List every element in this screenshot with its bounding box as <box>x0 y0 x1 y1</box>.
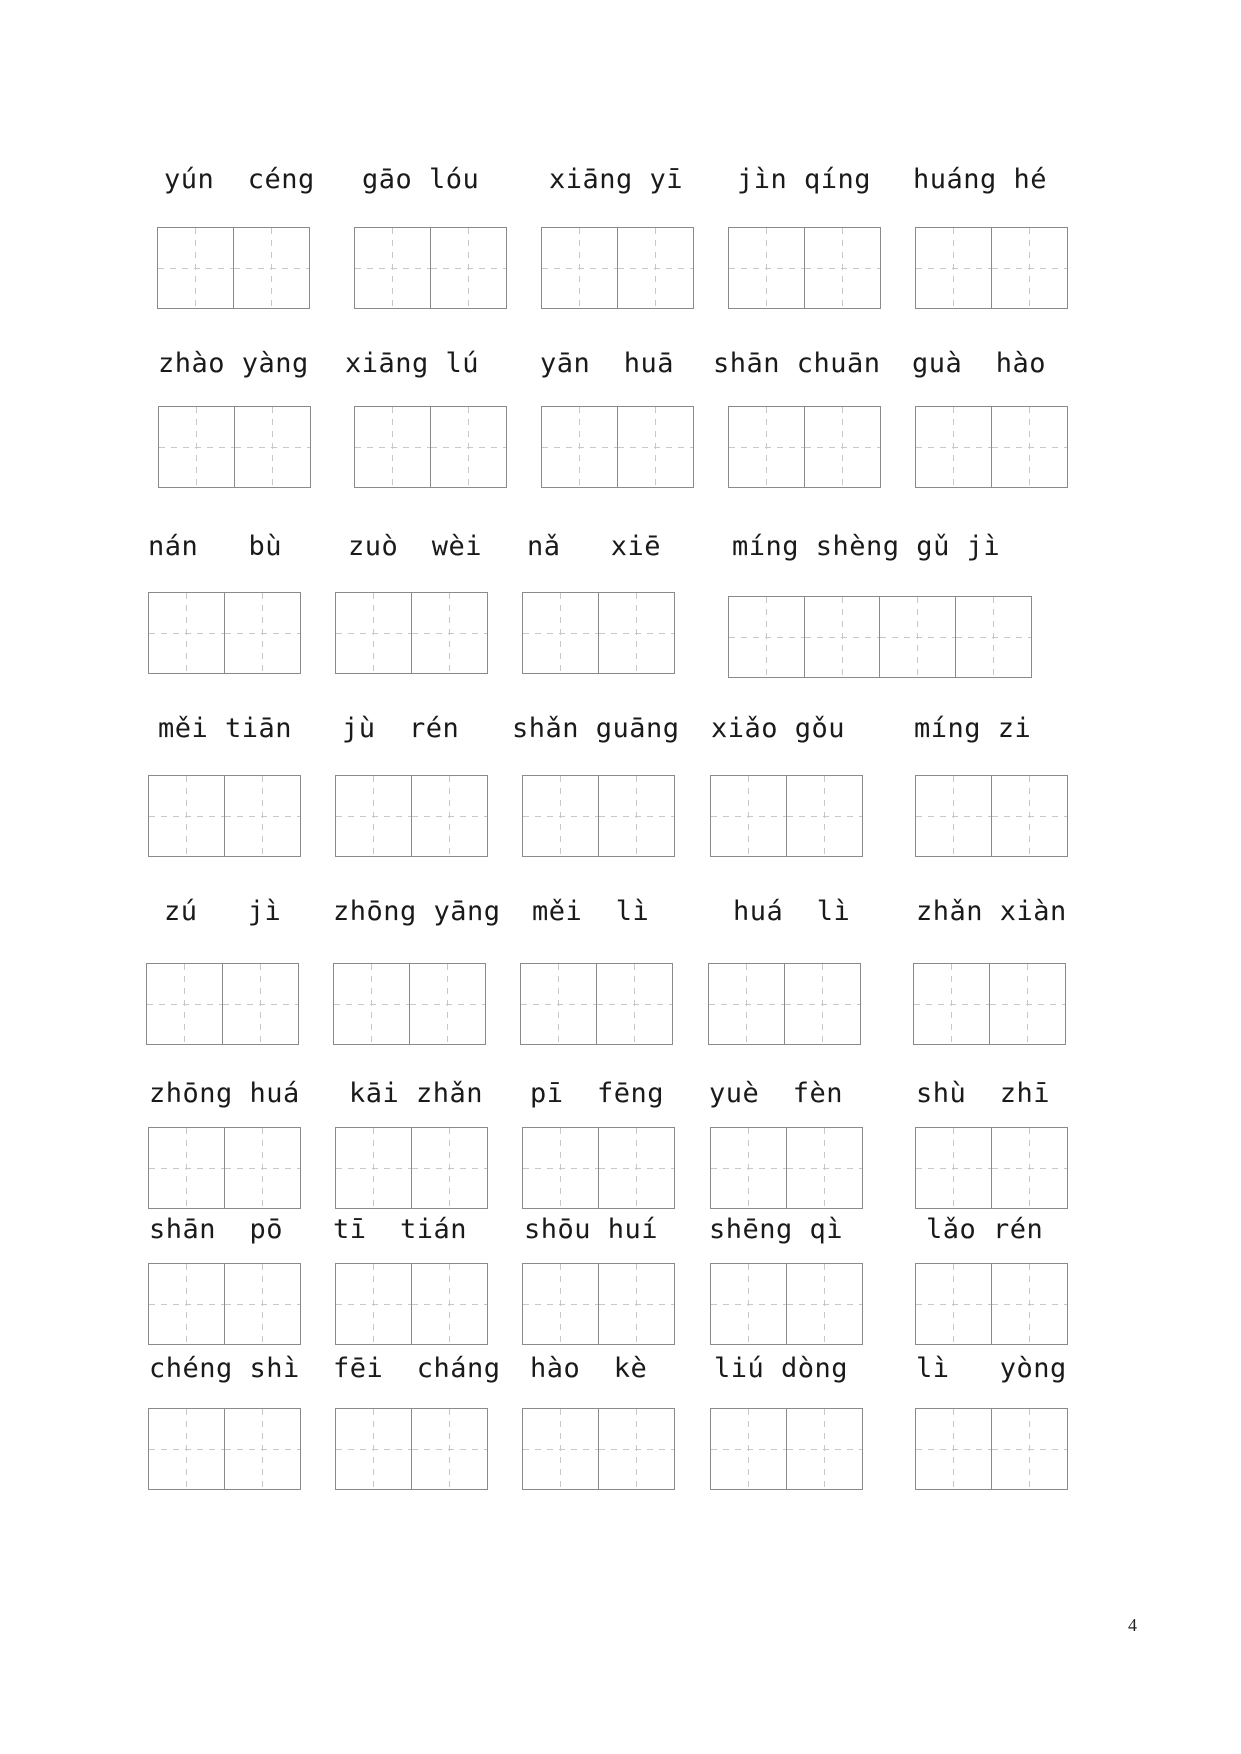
writing-boxes <box>335 1408 488 1490</box>
writing-boxes <box>520 963 673 1045</box>
pinyin-label: liú dòng <box>714 1353 849 1384</box>
pinyin-label: tī tián <box>333 1214 468 1245</box>
tianzige-cell[interactable] <box>522 1408 599 1490</box>
writing-boxes <box>913 963 1066 1045</box>
tianzige-cell[interactable] <box>541 227 618 309</box>
pinyin-label: xiǎo gǒu <box>711 713 846 744</box>
tianzige-cell[interactable] <box>541 406 618 488</box>
writing-boxes <box>354 227 507 309</box>
tianzige-cell[interactable] <box>955 596 1032 678</box>
pinyin-label: gāo lóu <box>362 164 480 195</box>
page-number: 4 <box>1128 1615 1137 1635</box>
writing-boxes <box>522 592 675 674</box>
writing-boxes <box>522 1408 675 1490</box>
pinyin-label: shù zhī <box>916 1078 1051 1109</box>
tianzige-cell[interactable] <box>915 1263 992 1345</box>
tianzige-cell[interactable] <box>522 1127 599 1209</box>
tianzige-cell[interactable] <box>786 775 863 857</box>
tianzige-cell[interactable] <box>617 227 694 309</box>
writing-boxes <box>148 1263 301 1345</box>
tianzige-cell[interactable] <box>335 775 412 857</box>
pinyin-label: xiāng lú <box>345 348 480 379</box>
writing-boxes <box>708 963 861 1045</box>
writing-boxes <box>146 963 299 1045</box>
tianzige-cell[interactable] <box>784 963 861 1045</box>
tianzige-cell[interactable] <box>148 592 225 674</box>
tianzige-cell[interactable] <box>430 406 507 488</box>
tianzige-cell[interactable] <box>520 963 597 1045</box>
tianzige-cell[interactable] <box>148 775 225 857</box>
pinyin-label: míng shèng gǔ jì <box>732 531 1001 562</box>
writing-boxes <box>541 406 694 488</box>
tianzige-cell[interactable] <box>915 1127 992 1209</box>
writing-boxes <box>354 406 507 488</box>
pinyin-label: zhōng huá <box>149 1078 300 1109</box>
writing-boxes <box>148 1127 301 1209</box>
writing-boxes <box>333 963 486 1045</box>
writing-boxes <box>728 406 881 488</box>
pinyin-label: lǎo rén <box>926 1214 1044 1245</box>
tianzige-cell[interactable] <box>224 1408 301 1490</box>
tianzige-cell[interactable] <box>411 1263 488 1345</box>
tianzige-cell[interactable] <box>728 596 805 678</box>
pinyin-label: jù rén <box>342 713 460 744</box>
tianzige-cell[interactable] <box>146 963 223 1045</box>
writing-boxes <box>522 775 675 857</box>
pinyin-label: zuò wèi <box>348 531 483 562</box>
writing-boxes <box>915 1127 1068 1209</box>
writing-boxes <box>335 592 488 674</box>
writing-boxes <box>728 596 1032 678</box>
tianzige-cell[interactable] <box>804 406 881 488</box>
writing-boxes <box>335 1263 488 1345</box>
pinyin-label: xiāng yī <box>549 164 684 195</box>
pinyin-label: yān huā <box>540 348 675 379</box>
tianzige-cell[interactable] <box>430 227 507 309</box>
tianzige-cell[interactable] <box>804 596 881 678</box>
pinyin-label: huá lì <box>733 896 851 927</box>
tianzige-cell[interactable] <box>224 1263 301 1345</box>
tianzige-cell[interactable] <box>148 1263 225 1345</box>
pinyin-label: shān pō <box>149 1214 284 1245</box>
tianzige-cell[interactable] <box>991 1263 1068 1345</box>
pinyin-label: yuè fèn <box>709 1078 844 1109</box>
writing-boxes <box>522 1263 675 1345</box>
tianzige-cell[interactable] <box>596 963 673 1045</box>
pinyin-label: měi tiān <box>158 713 293 744</box>
pinyin-label: huáng hé <box>913 164 1048 195</box>
pinyin-label: jìn qíng <box>737 164 872 195</box>
writing-boxes <box>541 227 694 309</box>
tianzige-cell[interactable] <box>598 1263 675 1345</box>
tianzige-cell[interactable] <box>148 1127 225 1209</box>
pinyin-label: hào kè <box>530 1353 648 1384</box>
tianzige-cell[interactable] <box>989 963 1066 1045</box>
tianzige-cell[interactable] <box>991 1127 1068 1209</box>
tianzige-cell[interactable] <box>598 592 675 674</box>
tianzige-cell[interactable] <box>522 592 599 674</box>
tianzige-cell[interactable] <box>710 775 787 857</box>
tianzige-cell[interactable] <box>224 775 301 857</box>
tianzige-cell[interactable] <box>991 775 1068 857</box>
tianzige-cell[interactable] <box>786 1263 863 1345</box>
pinyin-label: yún céng <box>164 164 315 195</box>
tianzige-cell[interactable] <box>710 1127 787 1209</box>
tianzige-cell[interactable] <box>522 1263 599 1345</box>
pinyin-label: shōu huí <box>524 1214 659 1245</box>
writing-boxes <box>335 1127 488 1209</box>
writing-boxes <box>148 1408 301 1490</box>
tianzige-cell[interactable] <box>915 406 992 488</box>
tianzige-cell[interactable] <box>234 406 311 488</box>
writing-boxes <box>915 775 1068 857</box>
pinyin-label: lì yòng <box>916 1353 1067 1384</box>
pinyin-label: zhōng yāng <box>333 896 501 927</box>
pinyin-label: shēng qì <box>709 1214 844 1245</box>
tianzige-cell[interactable] <box>598 1408 675 1490</box>
tianzige-cell[interactable] <box>224 592 301 674</box>
tianzige-cell[interactable] <box>335 1127 412 1209</box>
tianzige-cell[interactable] <box>915 1408 992 1490</box>
tianzige-cell[interactable] <box>222 963 299 1045</box>
writing-boxes <box>710 775 863 857</box>
tianzige-cell[interactable] <box>913 963 990 1045</box>
tianzige-cell[interactable] <box>617 406 694 488</box>
tianzige-cell[interactable] <box>804 227 881 309</box>
tianzige-cell[interactable] <box>354 406 431 488</box>
tianzige-cell[interactable] <box>409 963 486 1045</box>
tianzige-cell[interactable] <box>333 963 410 1045</box>
tianzige-cell[interactable] <box>157 227 234 309</box>
tianzige-cell[interactable] <box>158 406 235 488</box>
pinyin-label: guà hào <box>912 348 1047 379</box>
writing-boxes <box>710 1408 863 1490</box>
tianzige-cell[interactable] <box>728 227 805 309</box>
tianzige-cell[interactable] <box>710 1408 787 1490</box>
tianzige-cell[interactable] <box>991 1408 1068 1490</box>
tianzige-cell[interactable] <box>708 963 785 1045</box>
pinyin-label: shǎn guāng <box>512 713 680 744</box>
tianzige-cell[interactable] <box>335 592 412 674</box>
writing-boxes <box>148 592 301 674</box>
writing-boxes <box>710 1127 863 1209</box>
tianzige-cell[interactable] <box>411 1127 488 1209</box>
writing-boxes <box>157 227 310 309</box>
writing-boxes <box>710 1263 863 1345</box>
tianzige-cell[interactable] <box>335 1263 412 1345</box>
tianzige-cell[interactable] <box>915 775 992 857</box>
pinyin-label: zhǎn xiàn <box>916 896 1067 927</box>
writing-boxes <box>728 227 881 309</box>
writing-boxes <box>158 406 311 488</box>
pinyin-label: nán bù <box>148 531 283 562</box>
tianzige-cell[interactable] <box>354 227 431 309</box>
writing-boxes <box>335 775 488 857</box>
pinyin-label: kāi zhǎn <box>349 1078 484 1109</box>
pinyin-label: fēi cháng <box>333 1353 501 1384</box>
pinyin-label: měi lì <box>532 896 650 927</box>
tianzige-cell[interactable] <box>598 1127 675 1209</box>
pinyin-label: míng zi <box>914 713 1032 744</box>
pinyin-label: shān chuān <box>713 348 881 379</box>
pinyin-label: zhào yàng <box>158 348 309 379</box>
tianzige-cell[interactable] <box>598 775 675 857</box>
pinyin-label: nǎ xiē <box>527 531 662 562</box>
tianzige-cell[interactable] <box>710 1263 787 1345</box>
tianzige-cell[interactable] <box>879 596 956 678</box>
tianzige-cell[interactable] <box>991 406 1068 488</box>
writing-boxes <box>148 775 301 857</box>
tianzige-cell[interactable] <box>411 1408 488 1490</box>
tianzige-cell[interactable] <box>915 227 992 309</box>
pinyin-label: zú jì <box>164 896 282 927</box>
tianzige-cell[interactable] <box>148 1408 225 1490</box>
tianzige-cell[interactable] <box>224 1127 301 1209</box>
writing-boxes <box>522 1127 675 1209</box>
tianzige-cell[interactable] <box>411 592 488 674</box>
pinyin-label: chéng shì <box>149 1353 300 1384</box>
tianzige-cell[interactable] <box>991 227 1068 309</box>
tianzige-cell[interactable] <box>411 775 488 857</box>
tianzige-cell[interactable] <box>786 1408 863 1490</box>
pinyin-label: pī fēng <box>530 1078 665 1109</box>
tianzige-cell[interactable] <box>786 1127 863 1209</box>
writing-boxes <box>915 227 1068 309</box>
tianzige-cell[interactable] <box>335 1408 412 1490</box>
tianzige-cell[interactable] <box>728 406 805 488</box>
writing-boxes <box>915 1408 1068 1490</box>
writing-boxes <box>915 1263 1068 1345</box>
tianzige-cell[interactable] <box>233 227 310 309</box>
writing-boxes <box>915 406 1068 488</box>
tianzige-cell[interactable] <box>522 775 599 857</box>
